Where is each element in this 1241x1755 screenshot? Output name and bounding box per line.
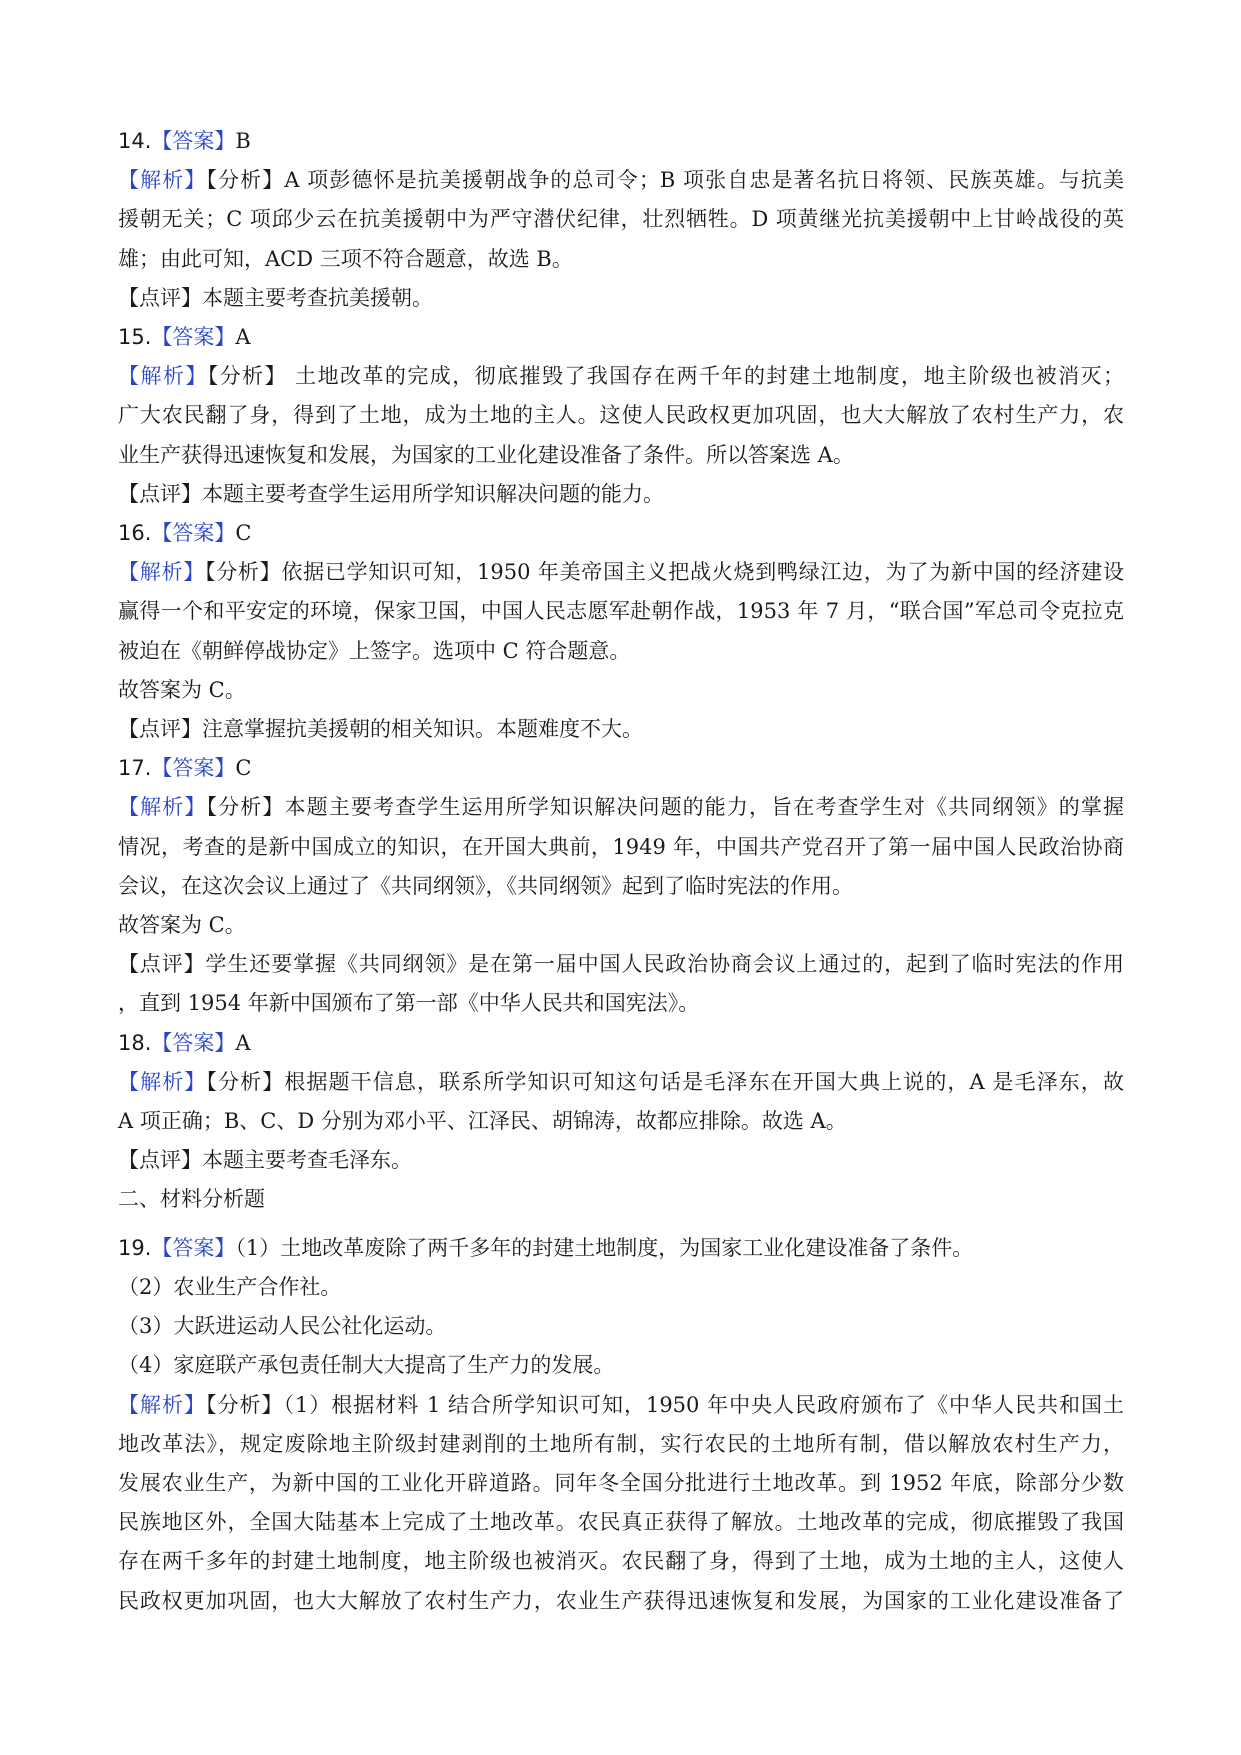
text-line (118, 906, 1124, 945)
text-line (118, 553, 1124, 592)
answer-tag: 【答案】 (151, 129, 236, 153)
text-line (118, 671, 1124, 710)
text-line (118, 1063, 1124, 1102)
text-line (118, 749, 1124, 788)
text-line (118, 867, 1124, 906)
question-number: 16. (118, 521, 152, 546)
line-text: 【分析】根据题干信息，联系所学知识可知这句话是毛泽东在开国大典上说的，A 是毛泽东，故 (206, 1069, 1125, 1094)
line-text: 故答案为 C。 (118, 677, 246, 702)
line-text: 情况，考查的是新中国成立的知识，在开国大典前，1949 年，中国共产党召开了第一届中国人民政治协商 (118, 834, 1124, 859)
text-line (118, 122, 1124, 161)
question-number: 14. (118, 129, 152, 153)
text-line (118, 1102, 1124, 1141)
line-text: ，直到 1954 年新中国颁布了第一部《中华人民共和国宪法》。 (118, 991, 700, 1016)
line-text: 【分析】A 项彭德怀是抗美援朝战争的总司令；B 项张自忠是著名抗日将领、民族英雄。与抗美 (206, 168, 1124, 193)
text-line (118, 318, 1124, 357)
line-text: （2）农业生产合作社。 (118, 1274, 342, 1299)
text-line (118, 788, 1124, 827)
line-text: 雄；由此可知，ACD 三项不符合题意，故选 B。 (118, 246, 573, 271)
line-text: 会议，在这次会议上通过了《共同纲领》，《共同纲领》起到了临时宪法的作用。 (118, 873, 853, 898)
text-line (118, 161, 1124, 200)
text-line (118, 436, 1124, 475)
answer-tag: 【答案】 (151, 756, 236, 781)
line-text: 地改革法》，规定废除地主阶级封建剥削的土地所有制，实行农民的土地所有制，借以解放农村生产力， (118, 1431, 1124, 1456)
text-line (118, 396, 1124, 435)
text-line (118, 1229, 1124, 1268)
analysis-tag: 【解析】 (118, 364, 208, 389)
question-number: 19. (118, 1235, 152, 1260)
analysis-tag: 【解析】 (118, 1069, 207, 1094)
line-text: A (235, 1030, 251, 1055)
text-line (118, 240, 1124, 279)
line-text: 广大农民翻了身，得到了土地，成为土地的主人。这使人民政权更加巩固，也大大解放了农村生产力，农 (118, 403, 1124, 428)
line-text: 发展农业生产，为新中国的工业化开辟道路。同年冬全国分批进行土地改革。到 1952 年底，除部分少数 (118, 1470, 1124, 1495)
text-line (118, 984, 1124, 1023)
text-line (118, 1503, 1124, 1542)
text-line (118, 1582, 1124, 1621)
line-text: （3）大跃进运动人民公社化运动。 (118, 1314, 447, 1339)
text-line (118, 1307, 1124, 1346)
text-line (118, 1542, 1124, 1581)
line-text: 民族地区外，全国大陆基本上完成了土地改革。农民真正获得了解放。土地改革的完成，彻底摧毁了我国 (118, 1510, 1124, 1535)
analysis-tag: 【解析】 (118, 168, 207, 193)
line-text: 故答案为 C。 (118, 913, 246, 938)
text-line (118, 1464, 1124, 1503)
line-text: 存在两千多年的封建土地制度，地主阶级也被消灭。农民翻了身，得到了土地，成为土地的主人，这使人 (118, 1549, 1124, 1574)
line-text: 【分析】本题主要考查学生运用所学知识解决问题的能力，旨在考查学生对《共同纲领》的掌握 (206, 795, 1125, 820)
text-line (118, 1180, 1124, 1219)
line-text: 【分析】（1）根据材料 1 结合所学知识可知，1950 年中央人民政府颁布了《中华人民共和国土 (205, 1392, 1125, 1417)
question-number: 15. (118, 325, 152, 350)
line-text: 【分析】依据已学知识可知，1950 年美帝国主义把战火烧到鸭绿江边，为了为新中国的经济建设 (204, 560, 1124, 585)
text-line (118, 1024, 1124, 1063)
line-text: 援朝无关；C 项邱少云在抗美援朝中为严守潜伏纪律，壮烈牺牲。D 项黄继光抗美援朝中上甘岭战役的英 (118, 207, 1124, 232)
text-line (118, 1141, 1124, 1180)
text-line (118, 592, 1124, 631)
question-number: 18. (118, 1030, 152, 1055)
line-text: A 项正确；B、C、D 分别为邓小平、江泽民、胡锦涛，故都应排除。故选 A。 (118, 1109, 847, 1134)
text-line (118, 1346, 1124, 1385)
text-line (118, 514, 1124, 553)
line-text: 【分析】 土地改革的完成，彻底摧毁了我国存在两千年的封建土地制度，地主阶级也被消灭； (207, 364, 1125, 389)
line-text: 【点评】本题主要考查毛泽东。 (118, 1148, 412, 1173)
line-text: 被迫在《朝鲜停战协定》上签字。选项中 C 符合题意。 (118, 638, 631, 663)
text-line (118, 200, 1124, 239)
document-body (118, 122, 1124, 1621)
line-text: A (235, 325, 251, 350)
text-line (118, 828, 1124, 867)
line-text: C (235, 521, 252, 546)
line-text: C (235, 756, 252, 781)
line-text: （1）土地改革废除了两千多年的封建土地制度，为国家工业化建设准备了条件。 (235, 1235, 974, 1260)
text-line (118, 1268, 1124, 1307)
text-line (118, 475, 1124, 514)
text-line (118, 945, 1124, 984)
analysis-tag: 【解析】 (118, 560, 205, 585)
line-text: 【点评】注意掌握抗美援朝的相关知识。本题难度不大。 (118, 717, 643, 742)
text-line (118, 1386, 1124, 1425)
line-text: 赢得一个和平安定的环境，保家卫国，中国人民志愿军赴朝作战，1953 年 7 月，“联合国”军总司令克拉克 (118, 599, 1124, 624)
line-text: （4）家庭联产承包责任制大大提高了生产力的发展。 (118, 1353, 615, 1378)
line-text: 【点评】学生还要掌握《共同纲领》是在第一届中国人民政治协商会议上通过的，起到了临时宪法的作用 (118, 952, 1124, 977)
text-line (118, 710, 1124, 749)
line-text: 【点评】本题主要考查学生运用所学知识解决问题的能力。 (118, 481, 664, 506)
analysis-tag: 【解析】 (118, 1392, 206, 1417)
line-text: 【点评】本题主要考查抗美援朝。 (118, 285, 433, 310)
answer-tag: 【答案】 (151, 521, 236, 546)
text-line (118, 279, 1124, 318)
question-number: 17. (118, 756, 152, 781)
answer-tag: 【答案】 (151, 1235, 236, 1260)
line-text: 二、材料分析题 (118, 1187, 265, 1212)
analysis-tag: 【解析】 (118, 795, 207, 820)
answer-tag: 【答案】 (151, 325, 236, 350)
answer-tag: 【答案】 (151, 1030, 236, 1055)
text-line (118, 632, 1124, 671)
line-text: 民政权更加巩固，也大大解放了农村生产力，农业生产获得迅速恢复和发展，为国家的工业化建设准备了 (118, 1588, 1124, 1613)
line-text: B (235, 129, 251, 153)
text-line (118, 357, 1124, 396)
line-text: 业生产获得迅速恢复和发展，为国家的工业化建设准备了条件。所以答案选 A。 (118, 442, 854, 467)
text-line (118, 1425, 1124, 1464)
